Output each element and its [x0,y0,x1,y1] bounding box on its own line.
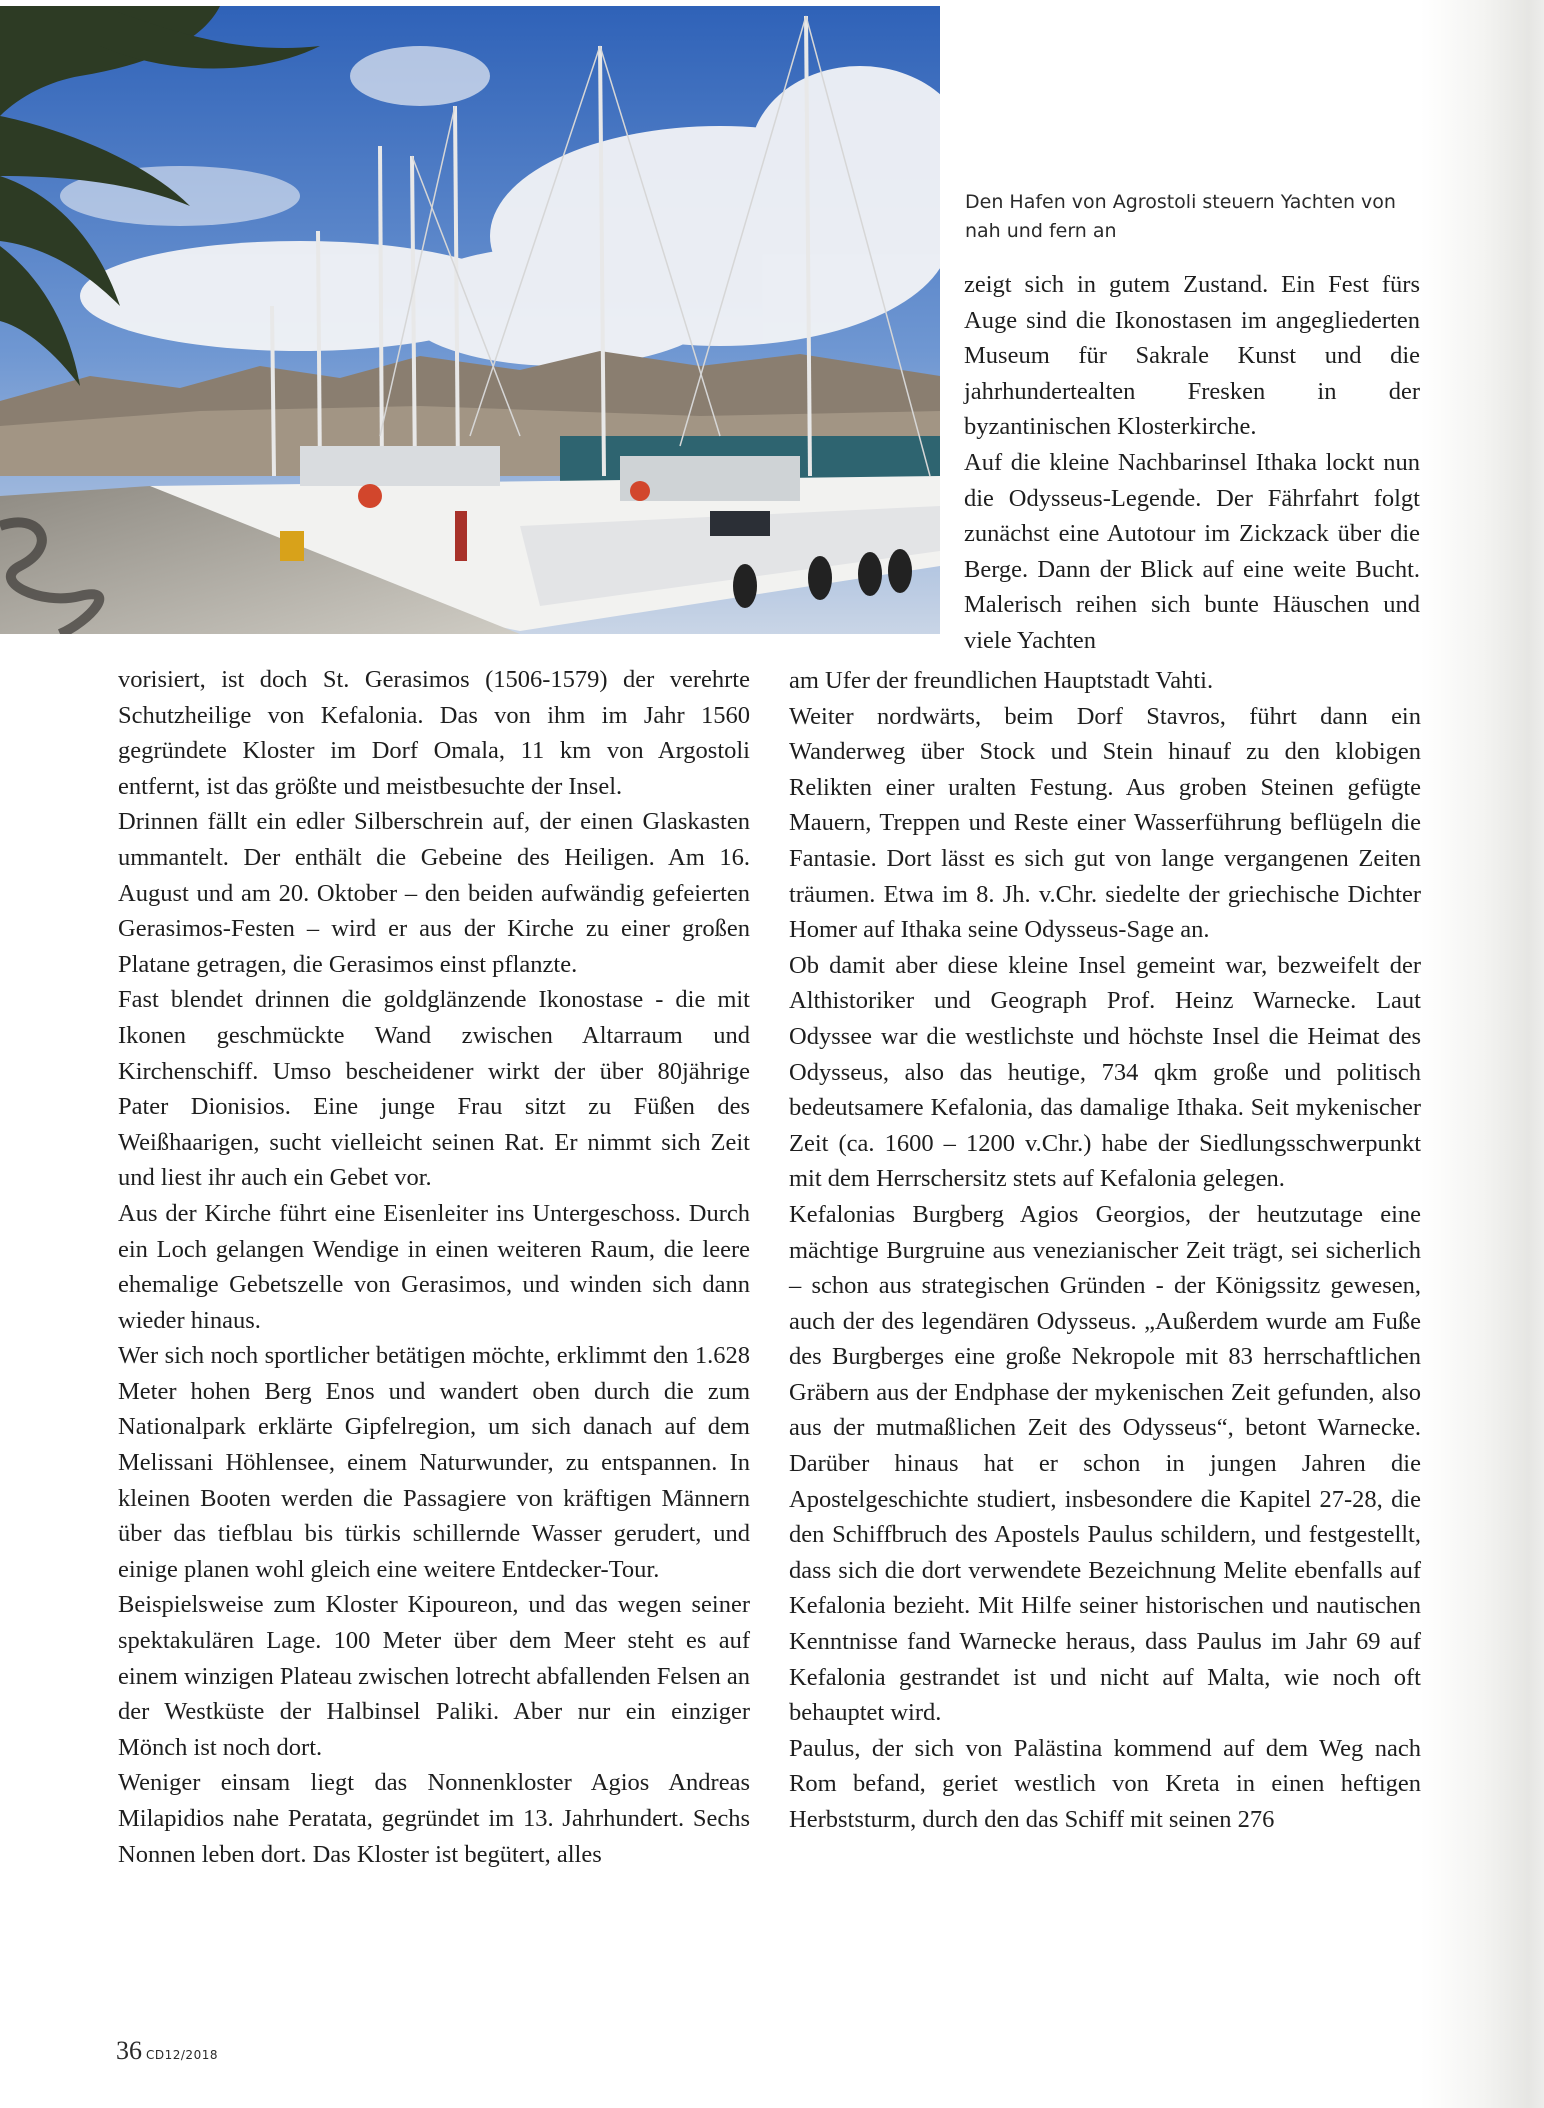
caption-line-2: nah und fern an [965,220,1117,242]
paragraph: Ob damit aber diese kleine Insel gemeint war, bezweifelt der Althistoriker und Geograph Prof. Heinz Warnecke. Laut Odyssee war die westlichste und höchste Insel die Heimat des Odysseus, also das heutige, 734 qkm große und politisch bedeutsamere Kefalonia, das damalige Ithaka. Seit mykenischer Zeit (ca. 1600 – 1200 v.Chr.) habe der Siedlungsschwerpunkt mit dem Herrschersitz stets auf Kefalonia gelegen. [789,951,1421,1193]
paragraph: Kefalonias Burgberg Agios Georgios, der heutzutage eine mächtige Burgruine aus venezianischer Zeit trägt, sei sicherlich – schon aus strategischen Gründen - der Königssitz gewesen, auch der des legendären Odysseus. „Außerdem wurde am Fuße des Burgberges eine große Nekropole mit 83 herrschaftlichen Gräbern aus der Endphase der mykenischen Zeit gefunden, also aus der mutmaßlichen Zeit des Odysseus“, betont Warnecke. Darüber hinaus hat er schon in jungen Jahren die Apostelgeschichte studiert, insbesondere die Kapitel 27-28, die den Schiffbruch des Apostels Paulus schildern, und festgestellt, dass sich die dort verwendete Bezeichnung Melite ebenfalls auf Kefalonia bezieht. Mit Hilfe seiner historischen und nautischen Kenntnisse fand Warnecke heraus, dass Paulus im Jahr 69 auf Kefalonia gestrandet ist und nicht auf Malta, wie noch oft behauptet wird. [789,1200,1421,1727]
left-column [118,662,750,1872]
page-footer [116,2036,218,2066]
harbor-photo-drawing [0,6,940,634]
photo-caption [965,188,1405,246]
caption-line-1: Den Hafen von Agrostoli steuern Yachten von [965,191,1396,213]
paragraph: zeigt sich in gutem Zustand. Ein Fest fürs Auge sind die Ikonostasen im angegliederten Museum für Sakrale Kunst und die jahrhundertealten Fresken in der byzantinischen Klosterkirche. [964,271,1420,441]
paragraph: Auf die kleine Nachbarinsel Ithaka lockt nun die Odysseus-Legende. Der Fährfahrt folgt zunächst eine Autotour im Zickzack über die Berge. Dann der Blick auf eine weite Bucht. Malerisch reihen sich bunte Häuschen und viele Yachten [964,448,1420,654]
paragraph: Aus der Kirche führt eine Eisenleiter ins Untergeschoss. Durch ein Loch gelangen Wendige in einen weiteren Raum, die leere ehemalige Gebetszelle von Gerasimos, und winden sich dann wieder hinaus. [118,1199,750,1334]
paragraph: Weiter nordwärts, beim Dorf Stavros, führt dann ein Wanderweg über Stock und Stein hinauf zu den klobigen Relikten einer uralten Festung. Aus groben Steinen gefügte Mauern, Treppen und Reste einer Wasserführung beflügeln die Fantasie. Dort lässt es sich gut von lange vergangenen Zeiten träumen. Etwa im 8. Jh. v.Chr. siedelte der griechische Dichter Homer auf Ithaka seine Odysseus-Sage an. [789,702,1421,944]
paragraph: am Ufer der freundlichen Hauptstadt Vahti. [789,667,1214,694]
paragraph: Paulus, der sich von Palästina kommend auf dem Weg nach Rom befand, geriet westlich von Kreta in einen heftigen Herbststurm, durch den das Schiff mit seinen 276 [789,1734,1421,1833]
right-column-top [964,267,1420,659]
paragraph: Drinnen fällt ein edler Silberschrein auf, der einen Glaskasten ummantelt. Der enthält die Gebeine des Heiligen. Am 16. August und am 20. Oktober – den beiden aufwändig gefeierten Gerasimos-Festen – wird er aus der Kirche zu einer großen Platane getragen, die Gerasimos einst pflanzte. [118,808,750,978]
paragraph: Weniger einsam liegt das Nonnenkloster Agios Andreas Milapidios nahe Peratata, gegründet im 13. Jahrhundert. Sechs Nonnen leben dort. Das Kloster ist begütert, alles [118,1769,750,1868]
paragraph: Beispielsweise zum Kloster Kipoureon, und das wegen seiner spektakulären Lage. 100 Meter über dem Meer steht es auf einem winzigen Plateau zwischen lotrecht abfallenden Felsen an der Westküste der Halbinsel Paliki. Aber nur ein einziger Mönch ist noch dort. [118,1591,750,1761]
paragraph: Fast blendet drinnen die goldglänzende Ikonostase - die mit Ikonen geschmückte Wand zwischen Altarraum und Kirchenschiff. Umso bescheidener wirkt der über 80jährige Pater Dionisios. Eine junge Frau sitzt zu Füßen des Weißhaarigen, sucht vielleicht seinen Rat. Er nimmt sich Zeit und liest ihr auch ein Gebet vor. [118,986,750,1192]
bollard [280,531,304,561]
paragraph: vorisiert, ist doch St. Gerasimos (1506-1579) der verehrte Schutzheilige von Kefalonia. Das von ihm im Jahr 1560 gegründete Kloster im Dorf Omala, 11 km von Argostoli entfernt, ist das größte und meistbesuchte der Insel. [118,666,750,800]
harbor-photo [0,6,940,634]
page-number: 36 [116,2036,142,2065]
right-column [789,663,1421,1838]
paragraph: Wer sich noch sportlicher betätigen möchte, erklimmt den 1.628 Meter hohen Berg Enos und wandert oben durch die zum Nationalpark erklärte Gipfelregion, um sich danach auf dem Melissani Höhlensee, einem Naturwunder, zu entspannen. In kleinen Booten werden die Passagiere von kräftigen Männern über das tiefblau bis türkis schillernde Wasser gerudert, und einige planen wohl gleich eine weitere Entdecker-Tour. [118,1342,750,1583]
issue-label: CD12/2018 [146,2048,218,2062]
